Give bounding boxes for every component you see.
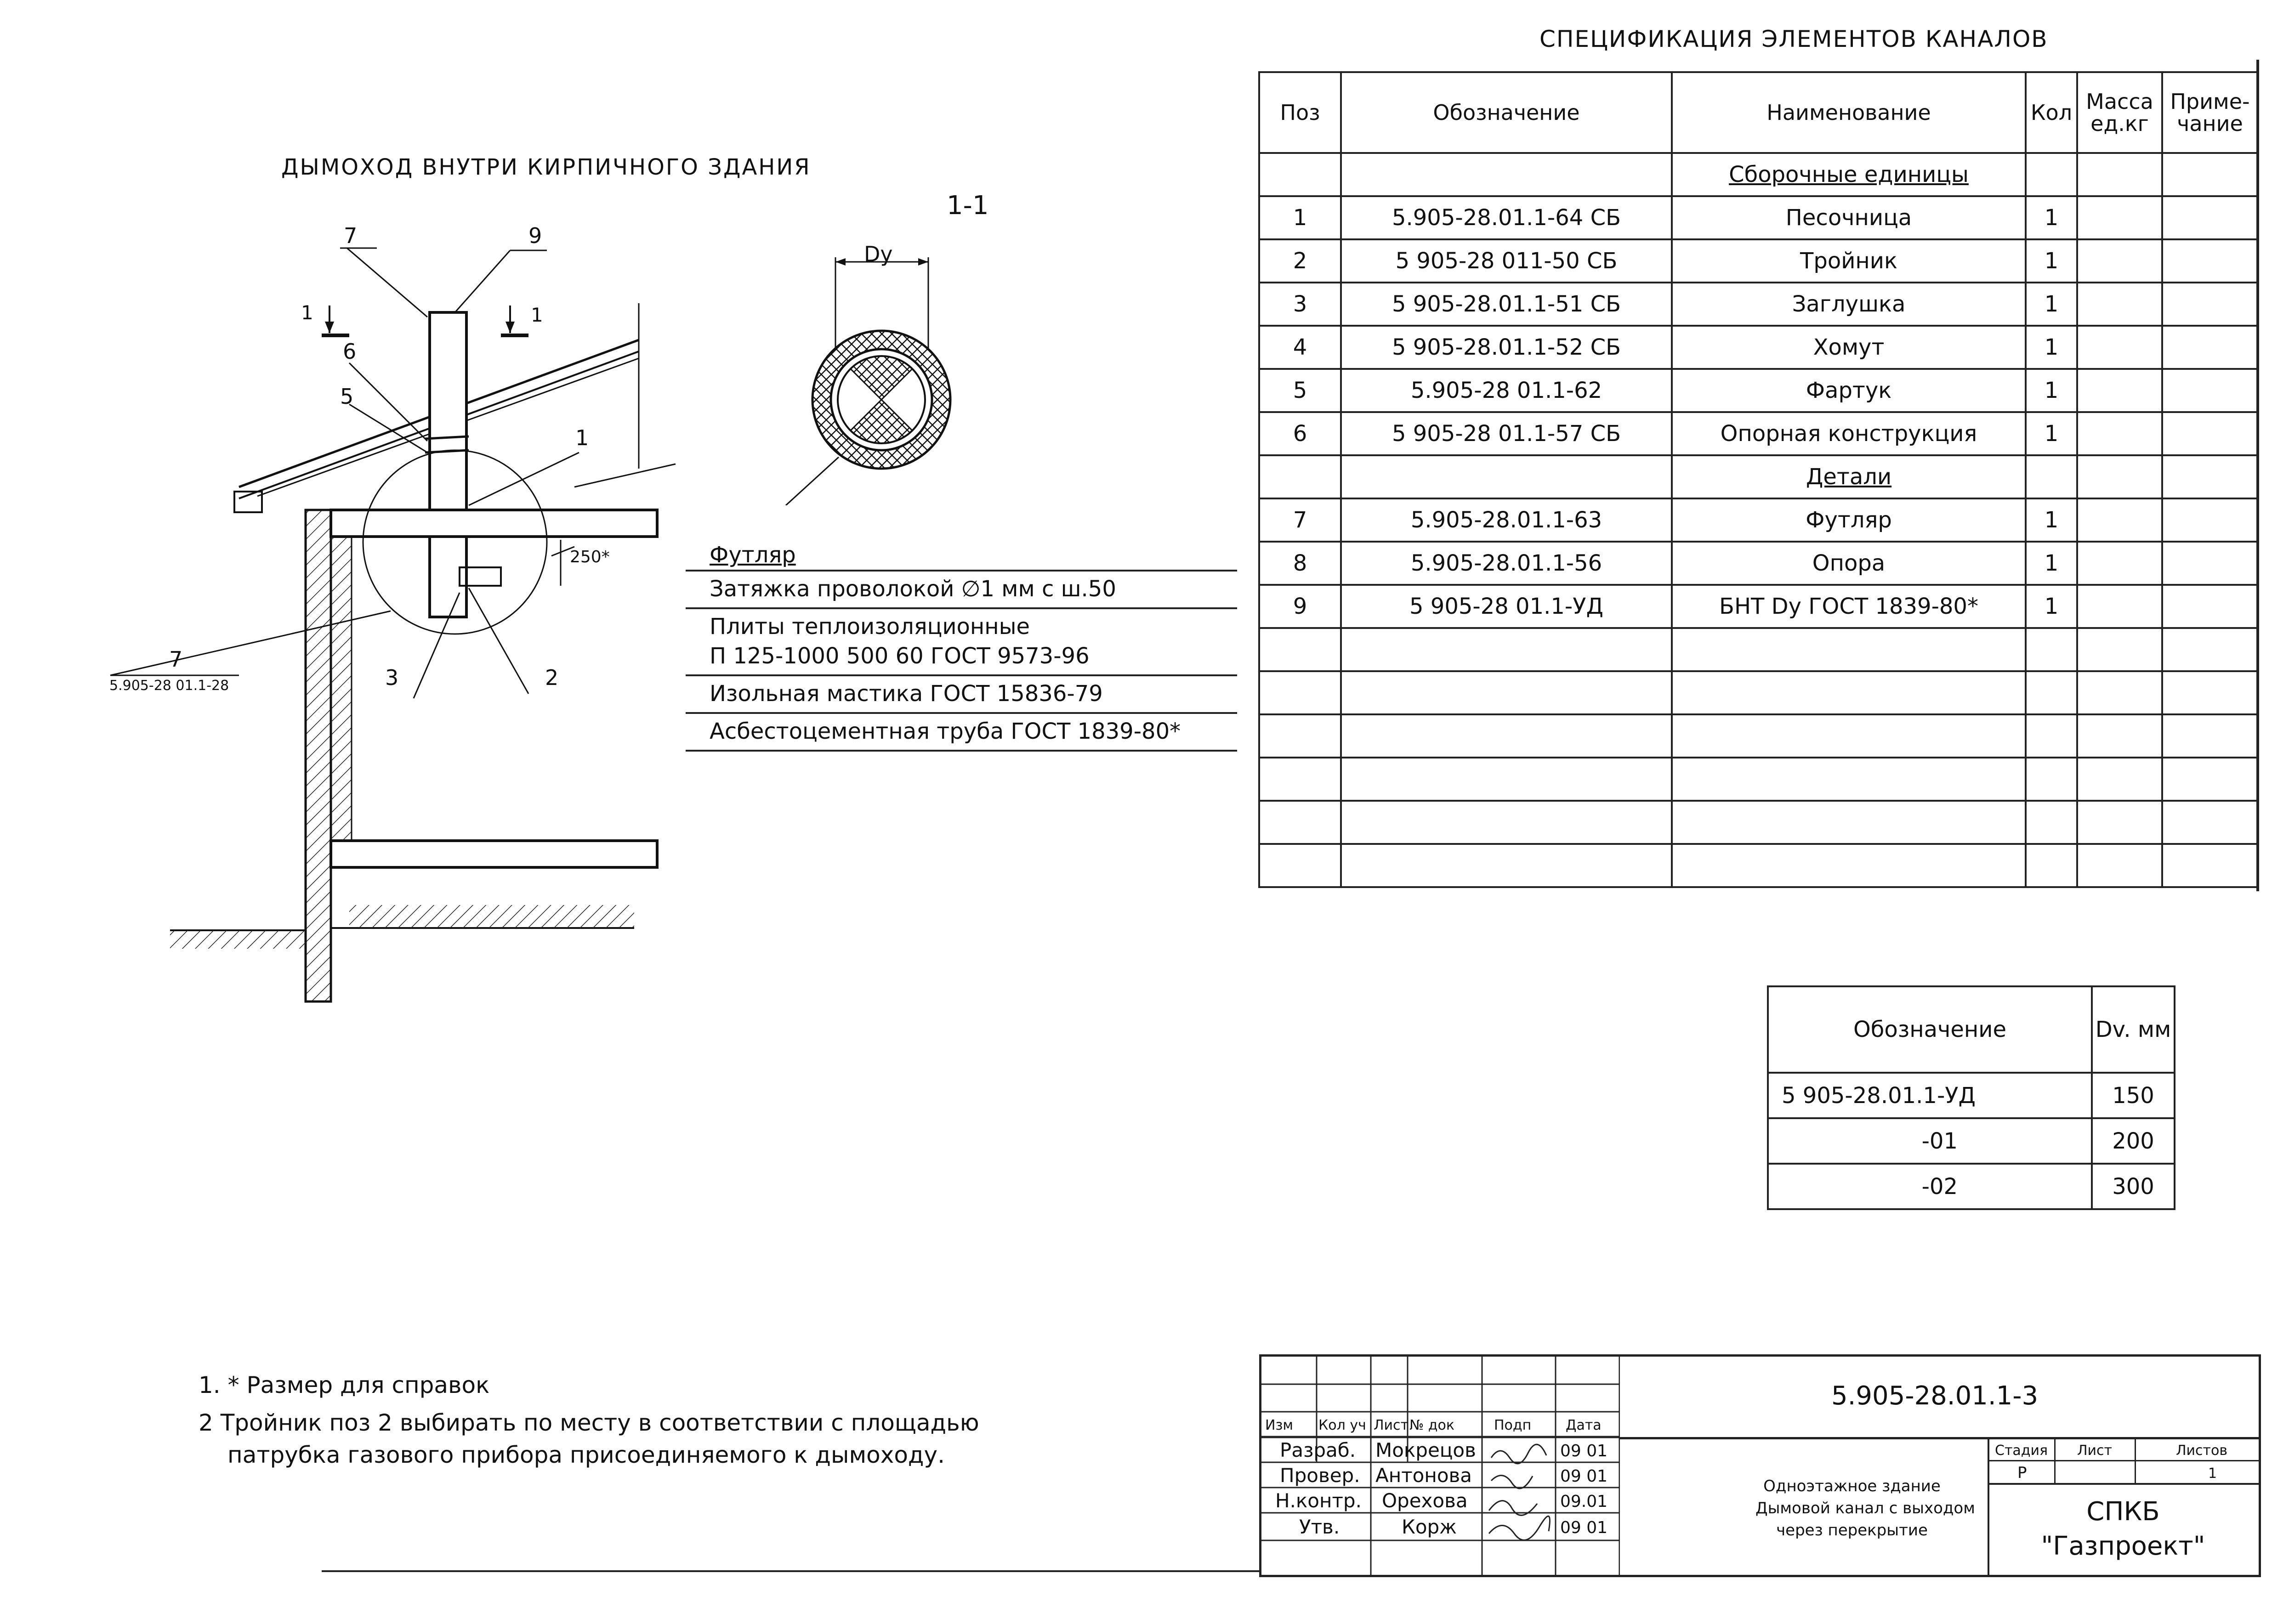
chimney-section-drawing (0, 0, 689, 1034)
organization-name: "Газпроект" (2041, 1531, 2205, 1561)
material-legend (686, 542, 1237, 752)
header-designation: Обозначение (1341, 72, 1672, 153)
bottom-line (322, 1570, 1259, 1572)
callout-1: 1 (575, 425, 589, 450)
dy-dimension-label: Dy (864, 242, 893, 266)
pipe-cross-section (735, 248, 993, 505)
role-checker: Провер. (1280, 1464, 1360, 1487)
section-details: Детали (1672, 455, 2026, 498)
reference-code: 5.905-28 01.1-28 (109, 678, 229, 694)
table-row: 5 905-28.01.1-УД 150 (1768, 1073, 2175, 1118)
role-approved: Утв. (1299, 1516, 1340, 1538)
callout-6: 6 (343, 339, 357, 364)
empty-row (1259, 801, 2258, 844)
dy-header-dy: Dv. мм (2092, 986, 2175, 1073)
header-note: Приме- чание (2162, 72, 2258, 153)
callout-2: 2 (545, 665, 559, 690)
table-row: 5 5.905-28 01.1-62 Фартук 1 (1259, 369, 2258, 412)
section-assembly-units: Сборочные единицы (1672, 153, 2026, 196)
sign-date: 09 01 (1560, 1442, 1608, 1460)
legend-row: П 125-1000 500 60 ГОСТ 9573-96 (710, 643, 1090, 669)
callout-3: 3 (385, 665, 399, 690)
dy-table (1767, 985, 2175, 1210)
sign-date: 09 01 (1560, 1518, 1608, 1537)
document-code: 5.905-28.01.1-3 (1831, 1381, 2039, 1411)
drawing-title: ДЫМОХОД ВНУТРИ КИРПИЧНОГО ЗДАНИЯ (281, 154, 811, 180)
dy-header-designation: Обозначение (1768, 986, 2092, 1073)
header-pos: Поз (1259, 72, 1341, 153)
person-name: Орехова (1382, 1489, 1468, 1512)
role-norm-control: Н.контр. (1275, 1489, 1362, 1512)
person-name: Мокрецов (1375, 1439, 1476, 1461)
stage-label: Стадия (1995, 1443, 2048, 1459)
col-header: Изм (1265, 1417, 1294, 1433)
stage-value: Р (2017, 1464, 2027, 1482)
legend-row: Затяжка проволокой ∅1 мм с ш.50 (686, 570, 1237, 607)
table-row: 4 5 905-28.01.1-52 СБ Хомут 1 (1259, 326, 2258, 369)
callout-5: 5 (340, 384, 354, 409)
legend-row: Плиты теплоизоляционные (686, 607, 1237, 641)
table-row: 7 5.905-28.01.1-63 Футляр 1 (1259, 498, 2258, 542)
note-1: 1. * Размер для справок (199, 1372, 490, 1398)
callout-9: 9 (528, 223, 542, 248)
description-line: через перекрытие (1776, 1521, 1928, 1539)
sign-date: 09 01 (1560, 1467, 1608, 1486)
col-header: № док (1409, 1417, 1454, 1433)
sign-date: 09.01 (1560, 1492, 1608, 1511)
person-name: Антонова (1375, 1464, 1472, 1487)
legend-header: Футляр (710, 542, 796, 568)
table-row: 8 5.905-28.01.1-56 Опора 1 (1259, 542, 2258, 585)
empty-row (1259, 628, 2258, 671)
col-header: Лист (1374, 1417, 1409, 1433)
spec-title: СПЕЦИФИКАЦИЯ ЭЛЕМЕНТОВ КАНАЛОВ (1539, 26, 2048, 52)
header-qty: Кол (2026, 72, 2077, 153)
note-2-continued: патрубка газового прибора присоединяемого к дымоходу. (227, 1442, 945, 1468)
callout-7: 7 (344, 223, 358, 248)
callout-7-ref: 7 (169, 647, 183, 672)
sheets-label: Листов (2176, 1443, 2228, 1459)
col-header: Подп (1494, 1417, 1532, 1433)
empty-row (1259, 844, 2258, 887)
legend-row: Асбестоцементная труба ГОСТ 1839-80* (686, 712, 1237, 752)
section-label: 1-1 (947, 191, 989, 221)
table-row: 2 5 905-28 011-50 СБ Тройник 1 (1259, 239, 2258, 283)
note-2: 2 Тройник поз 2 выбирать по месту в соответствии с площадью (199, 1409, 979, 1436)
description-line: Дымовой канал с выходом (1755, 1499, 1975, 1517)
empty-row (1259, 714, 2258, 758)
col-header: Кол уч (1318, 1417, 1366, 1433)
table-row: -02 300 (1768, 1164, 2175, 1209)
person-name: Корж (1402, 1516, 1457, 1538)
table-row (1259, 455, 2258, 498)
description-line: Одноэтажное здание (1763, 1477, 1941, 1495)
organization: СПКБ (2086, 1497, 2160, 1527)
table-row: 9 5 905-28 01.1-УД БНТ Dy ГОСТ 1839-80* 1 (1259, 585, 2258, 628)
role-developer: Разраб. (1280, 1439, 1356, 1461)
cut-label-right: 1 (531, 304, 543, 326)
header-name: Наименование (1672, 72, 2026, 153)
header-mass: Масса ед.кг (2077, 72, 2162, 153)
specification-table (1258, 71, 2259, 888)
legend-row: Изольная мастика ГОСТ 15836-79 (686, 674, 1237, 712)
empty-row (1259, 758, 2258, 801)
table-row (1259, 153, 2258, 196)
title-block (1259, 1354, 2261, 1577)
sheets-value: 1 (2208, 1466, 2217, 1482)
table-row: -01 200 (1768, 1118, 2175, 1164)
dimension-250: 250* (570, 548, 610, 566)
col-header: Дата (1566, 1417, 1602, 1433)
table-row: 1 5.905-28.01.1-64 СБ Песочница 1 (1259, 196, 2258, 239)
sheet-label: Лист (2077, 1443, 2113, 1459)
cut-label-left: 1 (301, 301, 313, 324)
table-row: 3 5 905-28.01.1-51 СБ Заглушка 1 (1259, 283, 2258, 326)
empty-row (1259, 671, 2258, 714)
table-row: 6 5 905-28 01.1-57 СБ Опорная конструкция 1 (1259, 412, 2258, 455)
